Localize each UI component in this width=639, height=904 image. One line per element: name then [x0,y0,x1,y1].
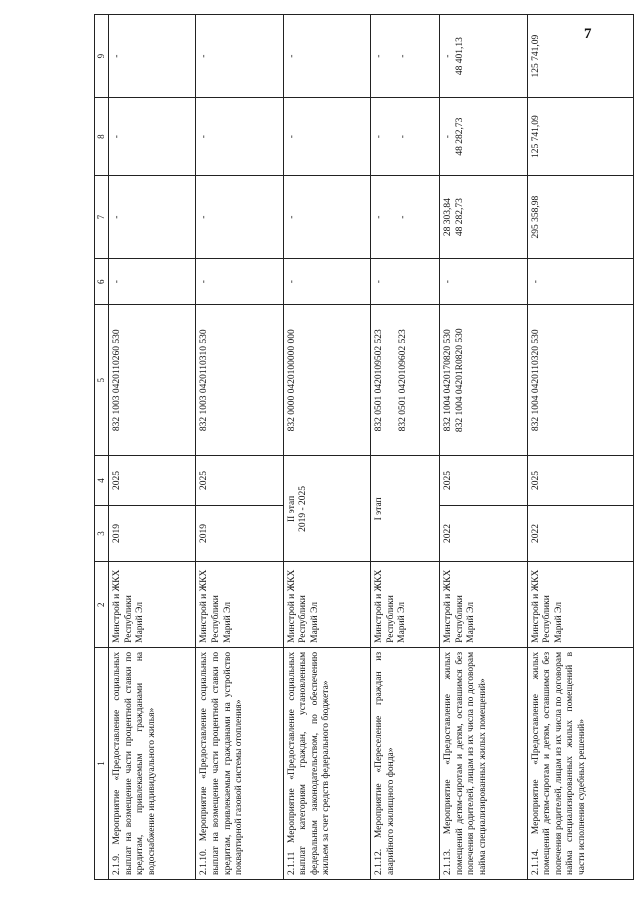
value-col9 [371,15,440,98]
activity-name: 2.1.13. Мероприятие «Предоставление жилых помещений детям-сиротам и детям, оставшимся без попечения родителей, лицам из их числа по договорам найма специализированных жилых помещений» [440,647,527,879]
budget-code [527,305,633,456]
start-year: 2022 [440,505,527,562]
stage-years: 2019 - 2025 [298,485,309,532]
start-year: 2019 [196,505,283,562]
budget-code [440,305,527,456]
column-header: 4 [95,456,109,505]
start-year: 2022 [527,505,633,562]
page-number: 7 [584,26,592,42]
column-header: 1 [95,647,109,879]
value-line: - [397,215,408,219]
column-header: 5 [95,305,109,456]
budget-code-line: 832 0501 0420109602 523 [397,329,408,432]
budget-code [196,305,283,456]
value-line: - [397,135,408,139]
table-row [283,15,370,880]
budget-code-line: 832 0501 0420109502 523 [374,329,385,432]
stage-period [371,456,440,562]
executor: Минстрой и ЖКХ Республики Марий Эл [108,562,195,647]
value-col8: 125 741,09 [527,98,633,176]
value-line: - [374,215,385,219]
budget-code-line: 832 1004 0420170820 530 [443,329,454,432]
value-col7: 295 358,98 [527,176,633,259]
executor: Минстрой и ЖКХ Республики Марий Эл [440,562,527,647]
start-year: 2019 [108,505,195,562]
value-line: - [443,54,454,58]
value-line: - [443,135,454,139]
column-header: 6 [95,259,109,305]
value-line: - [374,54,385,58]
activity-name: 2.1.12. Мероприятие «Переселение граждан из аварийного жилищного фонда» [371,647,440,879]
end-year: 2025 [108,456,195,505]
value-col7: - [283,176,370,259]
value-col6: - [371,259,440,305]
value-col9 [440,15,527,98]
activity-name: 2.1.11 Мероприятие «Предоставление социальных выплат категориям граждан, установленным федеральным законодательством, по обеспечению жильем за счет средств федерального бюджета» [283,647,370,879]
value-col8: - [283,98,370,176]
executor: Минстрой и ЖКХ Республики Марий Эл [371,562,440,647]
table-row [108,15,195,880]
budget-code-line: 832 1003 0420110310 530 [199,329,210,432]
value-col9: - [108,15,195,98]
budget-code [108,305,195,456]
value-col6: - [440,259,527,305]
table-row [196,15,283,880]
value-col9: 125 741,09 [527,15,633,98]
budget-code-line: 832 0000 0420100000 000 [286,329,297,432]
executor: Минстрой и ЖКХ Республики Марий Эл [527,562,633,647]
executor: Минстрой и ЖКХ Республики Марий Эл [196,562,283,647]
value-col7 [371,176,440,259]
value-line: 48 282,73 [454,117,465,156]
budget-code-line: 832 1004 0420110320 530 [530,329,541,432]
column-header: 7 [95,176,109,259]
end-year: 2025 [527,456,633,505]
value-col7: - [108,176,195,259]
value-col6: - [196,259,283,305]
column-header: 9 [95,15,109,98]
value-line: 48 401,13 [454,37,465,76]
budget-code-line: 832 1003 0420110260 530 [111,329,122,432]
budget-code-line: 832 1004 04201R0820 530 [454,328,465,433]
value-line: - [374,135,385,139]
table-row [440,15,527,880]
value-col6: - [527,259,633,305]
value-col7 [440,176,527,259]
header-row [95,15,109,880]
activity-name: 2.1.9. Мероприятие «Предоставление социальных выплат на возмещение части процентной ставки по кредитам, привлекаемым гражданами на водоснабжение индивидуального жилья» [108,647,195,879]
table-row [527,15,633,880]
value-line: 48 282,73 [454,198,465,237]
end-year: 2025 [440,456,527,505]
table-row [371,15,440,880]
column-header: 3 [95,505,109,562]
value-col8 [440,98,527,176]
end-year: 2025 [196,456,283,505]
value-col6: - [283,259,370,305]
value-col8 [371,98,440,176]
budget-code [371,305,440,456]
rotated-page [94,14,634,880]
value-line: 28 303,84 [443,198,454,237]
activity-name: 2.1.14. Мероприятие «Предоставление жилых помещений детям-сиротам и детям, оставшимся без попечения родителей, лицам из их числа по договорам найма специализированных жилых помещений в части исполнения судебных решений» [527,647,633,879]
stage-label: I этап [374,497,385,521]
stage-period [283,456,370,562]
value-col9: - [196,15,283,98]
executor: Минстрой и ЖКХ Республики Марий Эл [283,562,370,647]
value-col8: - [196,98,283,176]
value-col7: - [196,176,283,259]
activity-name: 2.1.10. Мероприятие «Предоставление социальных выплат на возмещение части процентной ставки по кредитам, привлекаемым гражданами на устройство поквартирной газовой системы отопления» [196,647,283,879]
budget-table [94,14,634,880]
column-header: 8 [95,98,109,176]
value-col6: - [108,259,195,305]
value-line: - [397,54,408,58]
budget-code [283,305,370,456]
stage-label: II этап [286,495,297,523]
value-col9: - [283,15,370,98]
column-header: 2 [95,562,109,647]
value-col8: - [108,98,195,176]
